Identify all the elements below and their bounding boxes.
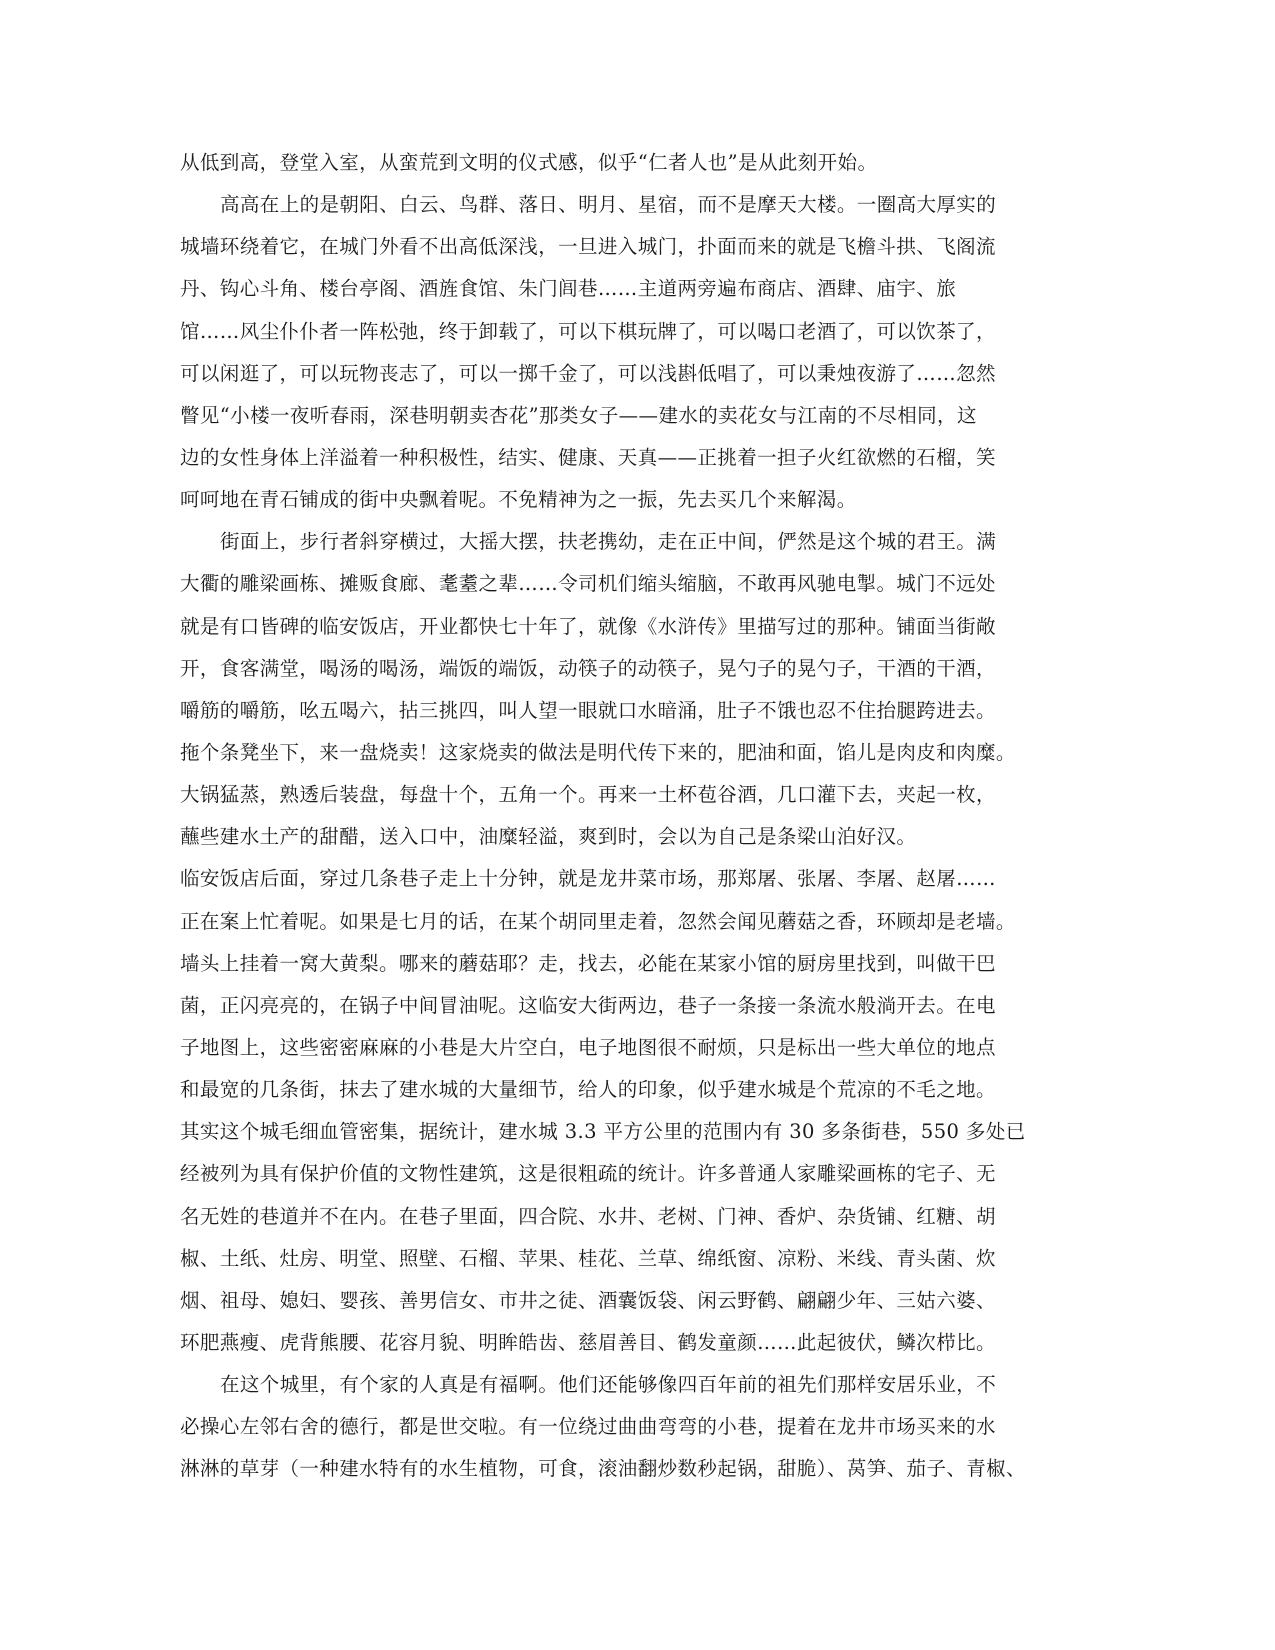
paragraph (180, 1364, 1085, 1490)
paragraph (180, 521, 1085, 858)
text-line: 可以闲逛了，可以玩物丧志了，可以一掷千金了，可以浅斟低唱了，可以秉烛夜游了……忽然 (180, 361, 996, 385)
text-line: 呵呵地在青石铺成的街中央飘着呢。不免精神为之一振，先去买几个来解渴。 (180, 488, 857, 512)
text-line: 城墙环绕着它，在城门外看不出高低深浅，一旦进入城门，扑面而来的就是飞檐斗拱、飞阁流 (180, 235, 996, 259)
text-line: 嚼筋的嚼筋，吆五喝六，拈三挑四，叫人望一眼就口水暗涌，肚子不饿也忍不住抬腿跨进去。 (180, 698, 996, 722)
text-line: 经被列为具有保护价值的文物性建筑，这是很粗疏的统计。许多普通人家雕梁画栋的宅子、无 (180, 1162, 996, 1186)
text-line: 从低到高，登堂入室，从蛮荒到文明的仪式感，似乎“仁者人也”是从此刻开始。 (180, 151, 878, 174)
text-line: 名无姓的巷道并不在内。在巷子里面，四合院、水井、老树、门神、香炉、杂货铺、红糖、胡 (180, 1204, 996, 1228)
text-line: 临安饭店后面，穿过几条巷子走上十分钟，就是龙井菜市场，那郑屠、张屠、李屠、赵屠…… (180, 867, 996, 891)
text-line: 馆……风尘仆仆者一阵松弛，终于卸载了，可以下棋玩牌了，可以喝口老酒了，可以饮茶了， (180, 319, 996, 343)
text-line: 大锅猛蒸，熟透后装盘，每盘十个，五角一个。再来一土杯苞谷酒，几口灌下去，夹起一枚， (180, 783, 996, 807)
text-line: 环肥燕瘦、虎背熊腰、花容月貌、明眸皓齿、慈眉善目、鹤发童颜……此起彼伏，鳞次栉比。 (180, 1330, 996, 1354)
text-line: 椒、土纸、灶房、明堂、照壁、石榴、苹果、桂花、兰草、绵纸窗、凉粉、米线、青头菌、炊 (180, 1246, 996, 1270)
text-line: 正在案上忙着呢。如果是七月的话，在某个胡同里走着，忽然会闻见蘑菇之香，环顾却是老墙。 (180, 909, 1016, 933)
text-line: 其实这个城毛细血管密集，据统计，建水城 3.3 平方公里的范围内有 30 多条街巷，550 多处已 (180, 1120, 1026, 1144)
text-line: 蘸些建水土产的甜醋，送入口中，油糜轻溢，爽到时，会以为自己是条梁山泊好汉。 (180, 825, 917, 849)
text-line: 和最宽的几条街，抹去了建水城的大量细节，给人的印象，似乎建水城是个荒凉的不毛之地。 (180, 1078, 996, 1102)
text-line: 墙头上挂着一窝大黄梨。哪来的蘑菇耶？走，找去，必能在某家小馆的厨房里找到，叫做干巴 (180, 951, 996, 975)
text-line: 街面上，步行者斜穿横过，大摇大摆，扶老携幼，走在正中间，俨然是这个城的君王。满 (220, 530, 997, 554)
text-line: 丹、钩心斗角、楼台亭阁、酒旌食馆、朱门闾巷……主道两旁遍布商店、酒肆、庙宇、旅 (180, 277, 957, 301)
text-line: 淋淋的草芽（一种建水特有的水生植物，可食，滚油翻炒数秒起锅，甜脆）、莴笋、茄子、青椒、 (180, 1457, 1026, 1481)
text-line: 瞥见“小楼一夜听春雨，深巷明朝卖杏花”那类女子——建水的卖花女与江南的不尽相同，这 (180, 403, 977, 427)
text-line: 开，食客满堂，喝汤的喝汤，端饭的端饭，动筷子的动筷子，晃勺子的晃勺子，干酒的干酒， (180, 656, 996, 680)
text-line: 在这个城里，有个家的人真是有福啊。他们还能够像四百年前的祖先们那样安居乐业，不 (220, 1373, 997, 1397)
paragraph (180, 142, 1085, 184)
text-line: 菌，正闪亮亮的，在锅子中间冒油呢。这临安大街两边，巷子一条接一条流水般淌开去。在电 (180, 993, 996, 1017)
paragraph (180, 858, 1085, 1364)
text-line: 拖个条凳坐下，来一盘烧卖！这家烧卖的做法是明代传下来的，肥油和面，馅儿是肉皮和肉糜。 (180, 740, 1016, 764)
paragraph (180, 184, 1085, 521)
text-line: 大衢的雕梁画栋、摊贩食廊、耄耋之辈……令司机们缩头缩脑，不敢再风驰电掣。城门不远处 (180, 572, 996, 596)
document-page (180, 142, 1085, 1491)
text-line: 烟、祖母、媳妇、婴孩、善男信女、市井之徒、酒囊饭袋、闲云野鹤、翩翩少年、三姑六婆、 (180, 1288, 996, 1312)
text-line: 子地图上，这些密密麻麻的小巷是大片空白，电子地图很不耐烦，只是标出一些大单位的地点 (180, 1035, 996, 1059)
text-line: 高高在上的是朝阳、白云、鸟群、落日、明月、星宿，而不是摩天大楼。一圈高大厚实的 (220, 193, 997, 217)
text-line: 必操心左邻右舍的德行，都是世交啦。有一位绕过曲曲弯弯的小巷，提着在龙井市场买来的水 (180, 1415, 996, 1439)
text-line: 就是有口皆碑的临安饭店，开业都快七十年了，就像《水浒传》里描写过的那种。铺面当街敞 (180, 614, 996, 638)
text-line: 边的女性身体上洋溢着一种积极性，结实、健康、天真——正挑着一担子火红欲燃的石榴，笑 (180, 445, 996, 469)
